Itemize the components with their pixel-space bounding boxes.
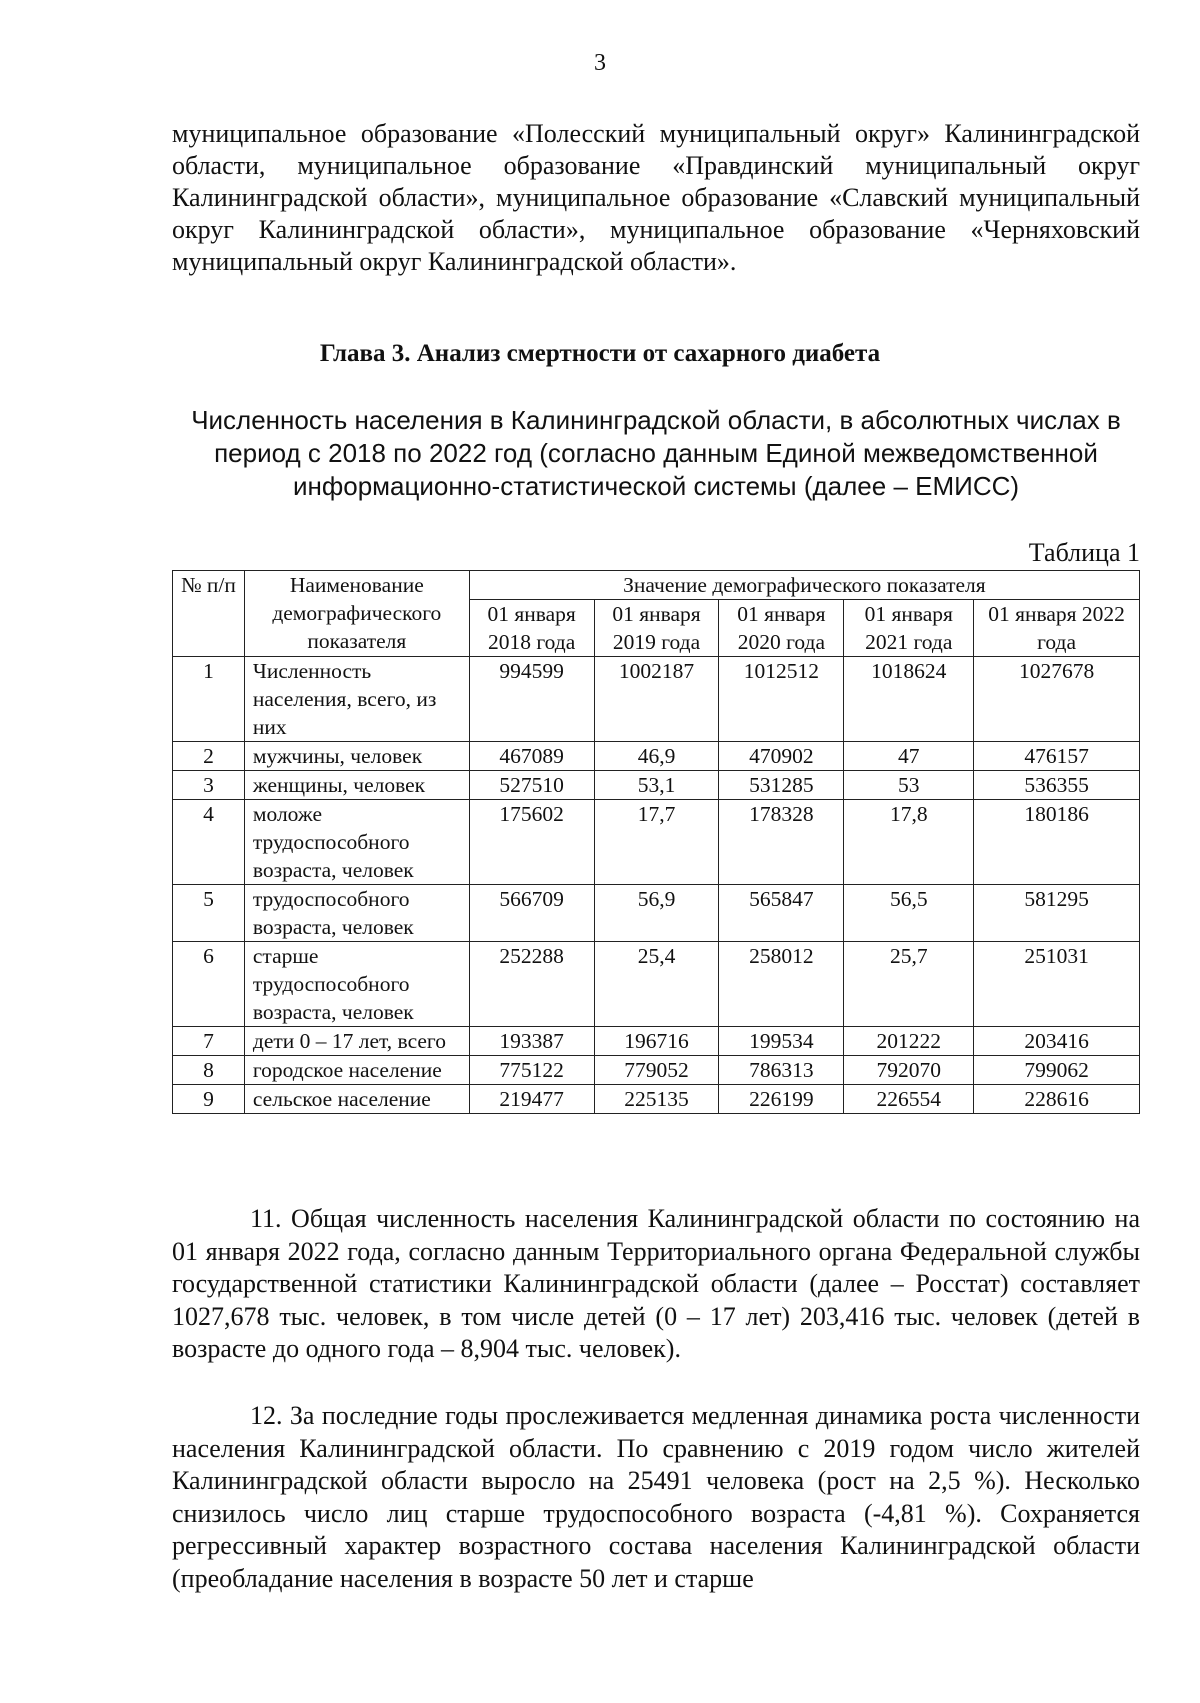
- table-row: [173, 885, 1140, 942]
- row-number: 3: [173, 771, 245, 800]
- table-row: [173, 1085, 1140, 1114]
- row-value: 536355: [974, 771, 1140, 800]
- table-row: [173, 742, 1140, 771]
- paragraph-12-text: 12. За последние годы прослеживается медленная динамика роста численности населения Калининградской области. По сравнению с 2019 годом число жителей Калининградской области выросло на 25491 человека (рост на 2,5 %). Несколько снизилось число лиц старше трудоспособного возраста (-4,81 %). Сохраняется регрессивный характер возрастного состава населения Калининградской области (преобладание населения в возрасте 50 лет и старше: [172, 1401, 1140, 1593]
- row-value: 786313: [719, 1056, 844, 1085]
- row-value: 226199: [719, 1085, 844, 1114]
- row-value: 175602: [469, 800, 594, 885]
- row-value: 779052: [594, 1056, 719, 1085]
- table-caption: Численность населения в Калининградской области, в абсолютных числах в период с 2018 по 2022 год (согласно данным Единой межведомственной информационно-статистической системы (далее – ЕМИСС): [191, 405, 1121, 501]
- row-value: 203416: [974, 1027, 1140, 1056]
- row-value: 17,7: [594, 800, 719, 885]
- row-number: 7: [173, 1027, 245, 1056]
- row-value: 46,9: [594, 742, 719, 771]
- row-value: 193387: [469, 1027, 594, 1056]
- table-row: [173, 942, 1140, 1027]
- row-value: 25,4: [594, 942, 719, 1027]
- row-number: 1: [173, 657, 245, 742]
- row-value: 565847: [719, 885, 844, 942]
- row-value: 1012512: [719, 657, 844, 742]
- demographics-table: [172, 570, 1140, 1114]
- table-row: [173, 800, 1140, 885]
- chapter-title: Глава 3. Анализ смертности от сахарного диабета: [319, 340, 881, 367]
- row-value: 476157: [974, 742, 1140, 771]
- row-value: 196716: [594, 1027, 719, 1056]
- row-value: 199534: [719, 1027, 844, 1056]
- paragraph-11: [172, 1203, 1140, 1366]
- table-header-row: [173, 571, 1140, 600]
- row-value: 53,1: [594, 771, 719, 800]
- paragraph-11-text: 11. Общая численность населения Калининградской области по состоянию на 01 января 2022 года, согласно данным Территориального органа Федеральной службы государственной статистики Калининградской области (далее – Росстат) составляет 1027,678 тыс. человек, в том числе детей (0 – 17 лет) 203,416 тыс. человек (детей в возрасте до одного года – 8,904 тыс. человек).: [172, 1204, 1140, 1363]
- row-value: 792070: [844, 1056, 974, 1085]
- row-value: 566709: [469, 885, 594, 942]
- row-value: 180186: [974, 800, 1140, 885]
- paragraph-12: [172, 1400, 1140, 1595]
- row-value: 251031: [974, 942, 1140, 1027]
- header-year: 01 января 2022 года: [974, 600, 1140, 657]
- row-indicator: старше трудоспособного возраста, человек: [244, 942, 469, 1027]
- table-row: [173, 657, 1140, 742]
- page-number: 3: [594, 50, 606, 76]
- row-indicator: моложе трудоспособного возраста, человек: [244, 800, 469, 885]
- row-value: 470902: [719, 742, 844, 771]
- row-value: 1027678: [974, 657, 1140, 742]
- row-number: 2: [173, 742, 245, 771]
- table-row: [173, 1027, 1140, 1056]
- row-indicator: сельское население: [244, 1085, 469, 1114]
- row-value: 56,9: [594, 885, 719, 942]
- row-value: 56,5: [844, 885, 974, 942]
- table-row: [173, 1056, 1140, 1085]
- row-value: 201222: [844, 1027, 974, 1056]
- row-value: 47: [844, 742, 974, 771]
- row-value: 527510: [469, 771, 594, 800]
- row-value: 25,7: [844, 942, 974, 1027]
- row-number: 4: [173, 800, 245, 885]
- row-value: 581295: [974, 885, 1140, 942]
- row-value: 178328: [719, 800, 844, 885]
- row-value: 994599: [469, 657, 594, 742]
- row-indicator: городское население: [244, 1056, 469, 1085]
- header-year: 01 января 2021 года: [844, 600, 974, 657]
- row-value: 53: [844, 771, 974, 800]
- row-number: 9: [173, 1085, 245, 1114]
- row-value: 252288: [469, 942, 594, 1027]
- table-row: [173, 771, 1140, 800]
- row-number: 5: [173, 885, 245, 942]
- header-value-group: Значение демографического показателя: [469, 571, 1139, 600]
- row-value: 258012: [719, 942, 844, 1027]
- row-indicator: дети 0 – 17 лет, всего: [244, 1027, 469, 1056]
- header-year: 01 января 2019 года: [594, 600, 719, 657]
- row-number: 8: [173, 1056, 245, 1085]
- row-value: 228616: [974, 1085, 1140, 1114]
- row-value: 219477: [469, 1085, 594, 1114]
- row-value: 1002187: [594, 657, 719, 742]
- row-number: 6: [173, 942, 245, 1027]
- row-indicator: Численность населения, всего, из них: [244, 657, 469, 742]
- row-indicator: трудоспособного возраста, человек: [244, 885, 469, 942]
- row-indicator: мужчины, человек: [244, 742, 469, 771]
- row-value: 799062: [974, 1056, 1140, 1085]
- row-value: 17,8: [844, 800, 974, 885]
- table-label: Таблица 1: [1028, 538, 1140, 567]
- intro-paragraph: муниципальное образование «Полесский муниципальный округ» Калининградской области, муниципальное образование «Правдинский муниципальный округ Калининградской области», муниципальное образование «Славский муниципальный округ Калининградской области», муниципальное образование «Черняховский муниципальный округ Калининградской области».: [172, 119, 1140, 276]
- row-value: 1018624: [844, 657, 974, 742]
- row-value: 467089: [469, 742, 594, 771]
- row-value: 775122: [469, 1056, 594, 1085]
- header-year: 01 января 2020 года: [719, 600, 844, 657]
- row-value: 531285: [719, 771, 844, 800]
- row-value: 225135: [594, 1085, 719, 1114]
- header-number: № п/п: [173, 571, 245, 657]
- row-indicator: женщины, человек: [244, 771, 469, 800]
- header-indicator-name: Наименование демографического показателя: [244, 571, 469, 657]
- header-year: 01 января 2018 года: [469, 600, 594, 657]
- row-value: 226554: [844, 1085, 974, 1114]
